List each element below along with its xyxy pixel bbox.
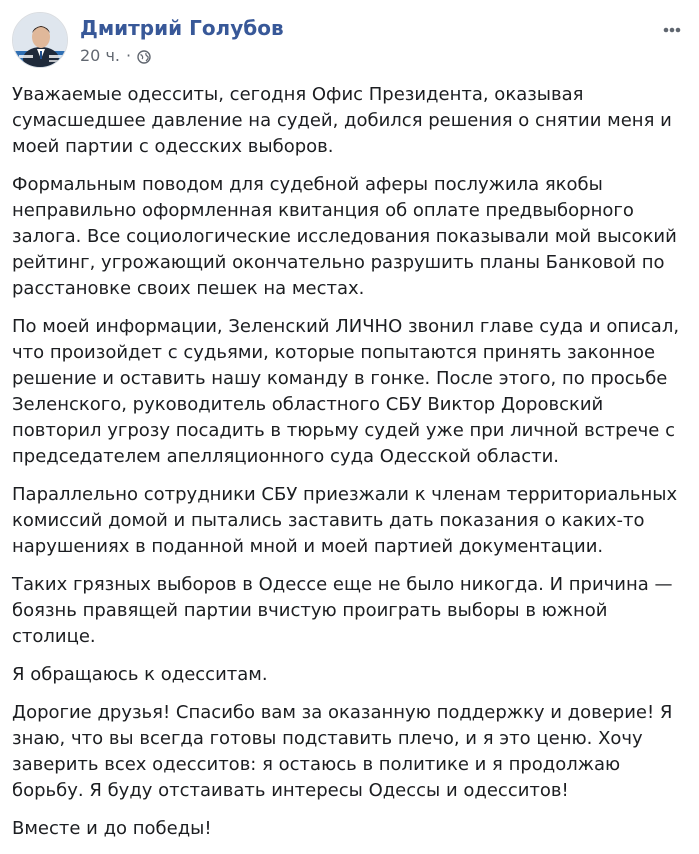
post-paragraph: Формальным поводом для судебной аферы послужила якобы неправильно оформленная квитанция об оплате предвыборного залога. Все социологические исследования показывали мой высокий рейтинг, угрожающий окончательно разрушить планы Банковой по расстановке своих пешек на местах. — [12, 174, 677, 299]
avatar[interactable] — [12, 12, 68, 68]
post-paragraph: Параллельно сотрудники СБУ приезжали к членам территориальных комиссий домой и пытались заставить дать показания о каких-то нарушениях в поданной мной и моей партией документации. — [12, 484, 678, 557]
meta-separator: · — [125, 46, 132, 65]
globe-icon[interactable] — [137, 49, 151, 63]
post-paragraph: Уважаемые одесситы, сегодня Офис Президента, оказывая сумасшедшее давление на судей, добился решения о снятии меня и моей партии с одесских выборов. — [12, 84, 672, 157]
post-header — [12, 12, 687, 68]
post-paragraph: Таких грязных выборов в Одессе еще не было никогда. И причина — боязнь правящей партии вчистую проиграть выборы в южной столице. — [12, 574, 673, 647]
post-timestamp-link[interactable]: 20 ч. — [80, 46, 120, 65]
post-body — [12, 82, 688, 854]
author-name-link[interactable]: Дмитрий Голубов — [80, 16, 284, 40]
more-options-icon[interactable] — [657, 20, 687, 40]
post-paragraph: Дорогие друзья! Спасибо вам за оказанную поддержку и доверие! Я знаю, что вы всегда готовы подставить плечо, и я это ценю. Хочу заверить всех одесситов: я остаюсь в политике и я продолжаю борьбу. Я буду отстаивать интересы Одессы и одесситов! — [12, 702, 673, 801]
post-paragraph: Я обращаюсь к одесситам. — [12, 664, 268, 685]
profile-photo-icon — [13, 13, 68, 68]
post-paragraph: По моей информации, Зеленский ЛИЧНО звонил главе суда и описал, что произойдет с судьями, которые попытаются принять законное решение и оставить нашу команду в гонке. После этого, по просьбе Зеленского, руководитель областного СБУ Виктор Доровский повторил угрозу посадить в тюрьму судей уже при личной встрече с председателем апелляционного суда Одесской области. — [12, 316, 680, 467]
post-paragraph: Вместе и до победы! — [12, 818, 212, 839]
post-meta — [80, 46, 151, 65]
